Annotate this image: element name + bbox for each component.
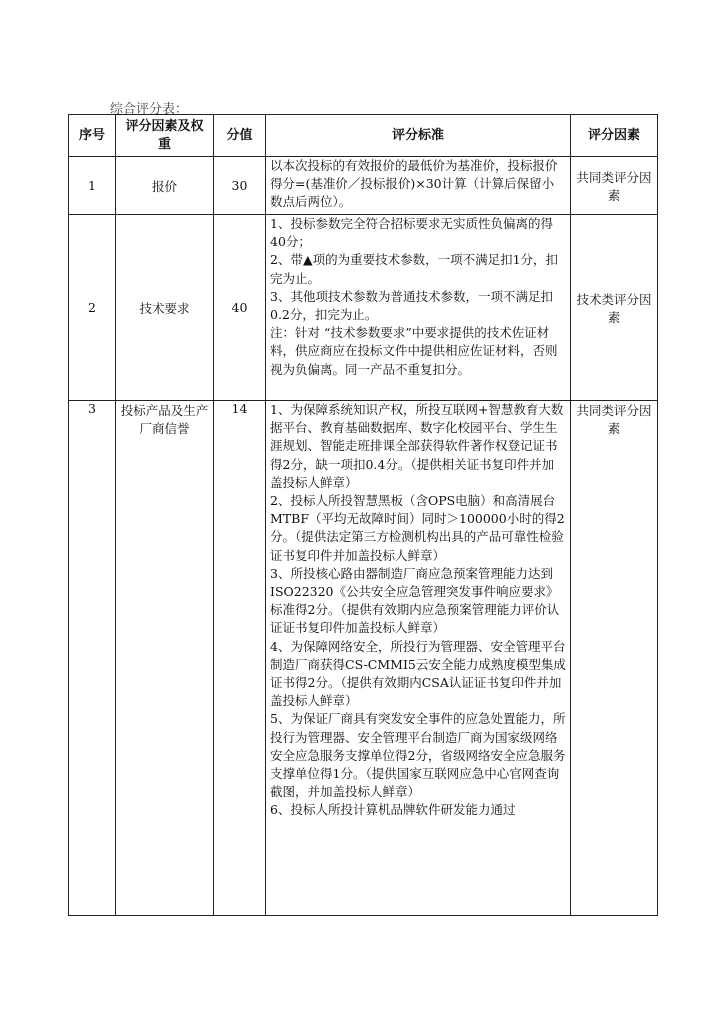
header-score: 分值: [214, 115, 266, 157]
row-factor: 投标产品及生产厂商信誉: [116, 401, 214, 916]
scoring-table: [68, 114, 658, 916]
row-criteria: [266, 157, 571, 215]
header-row: [69, 115, 658, 157]
row-score: 40: [214, 215, 266, 401]
criteria-line: 2、带▲项的为重要技术参数，一项不满足扣1分，扣完为止。: [270, 252, 559, 286]
row-score: 14: [214, 401, 266, 916]
table-row: [69, 157, 658, 215]
criteria-line: 2、投标人所投智慧黑板（含OPS电脑）和高清展台MTBF（平均无故障时间）同时＞100000小时的得2分。（提供法定第三方检测机构出具的产品可靠性检验证书复印件并加盖投标人鲜章）: [270, 493, 565, 563]
row-type: 共同类评分因素: [571, 401, 658, 916]
criteria-line: 3、所投核心路由器制造厂商应急预案管理能力达到ISO22320《公共安全应急管理突发事件响应要求》标准得2分。（提供有效期内应急预案管理能力评价认证证书复印件加盖投标人鲜章）: [270, 565, 560, 636]
row-factor: 报价: [116, 157, 214, 215]
criteria-line: 1、为保障系统知识产权，所投互联网+智慧教育大数据平台、教育基础数据库、数字化校园平台、学生生涯规划、智能走班排课全部获得软件著作权登记证书得2分，缺一项扣0.4分。（提供相关证书复印件并加盖投标人鲜章）: [270, 402, 564, 490]
header-factor: 评分因素及权重: [116, 115, 214, 157]
header-no: 序号: [69, 115, 116, 157]
criteria-line: 以本次投标的有效报价的最低价为基准价，投标报价得分=(基准价／投标报价)×30计算（计算后保留小数点后两位）。: [270, 158, 558, 210]
row-factor: 技术要求: [116, 215, 214, 401]
criteria-line: 3、其他项技术参数为普通技术参数，一项不满足扣0.2分，扣完为止。: [270, 288, 553, 323]
row-no: 2: [69, 215, 116, 401]
criteria-line: 1、投标参数完全符合招标要求无实质性负偏离的得40分；: [270, 216, 553, 250]
criteria-line: 注：针对 “技术参数要求”中要求提供的技术佐证材料，供应商应在投标文件中提供相应佐证材料，否则视为负偏离。同一产品不重复扣分。: [270, 325, 558, 377]
criteria-line: 4、为保障网络安全，所投行为管理器、安全管理平台制造厂商获得CS-CMMI5云安全能力成熟度模型集成证书得2分。（提供有效期内CSA认证证书复印件并加盖投标人鲜章）: [270, 638, 566, 709]
table-caption: 综合评分表：: [110, 102, 189, 117]
row-type: 技术类评分因素: [571, 215, 658, 401]
header-type: 评分因素: [571, 115, 658, 157]
table-row: [69, 215, 658, 401]
row-criteria: [266, 215, 571, 401]
row-score: 30: [214, 157, 266, 215]
row-no: 1: [69, 157, 116, 215]
table-row: [69, 401, 658, 916]
criteria-line: 5、为保证厂商具有突发安全事件的应急处置能力，所投行为管理器、安全管理平台制造厂商为国家级网络安全应急服务支撑单位得2分，省级网络安全应急服务支撑单位得1分。（提供国家互联网应急中心官网查询截图，并加盖投标人鲜章）: [270, 711, 566, 800]
row-type: 共同类评分因素: [571, 157, 658, 215]
row-no: 3: [69, 401, 116, 916]
criteria-line: 6、投标人所投计算机品牌软件研发能力通过: [270, 802, 516, 818]
row-criteria: [266, 401, 571, 916]
header-criteria: 评分标准: [266, 115, 571, 157]
